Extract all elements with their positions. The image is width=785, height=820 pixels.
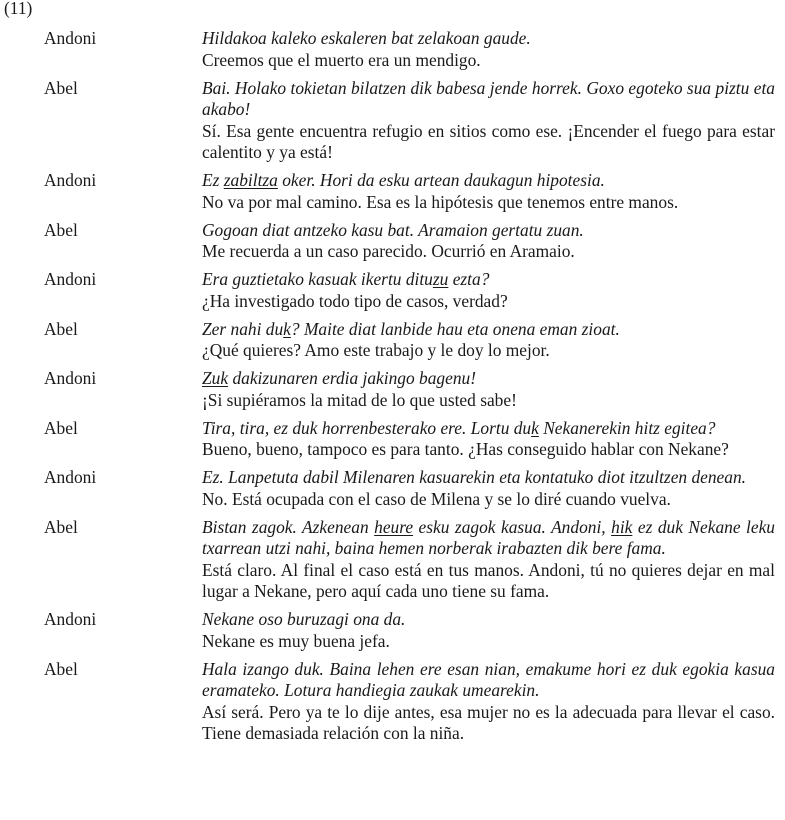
turn-text [202,78,775,164]
spanish-translation: Me recuerda a un caso parecido. Ocurrió en Aramaio. [202,241,575,261]
underlined-segment: hik [611,516,633,537]
dialogue-turn [0,609,785,652]
spanish-translation: Sí. Esa gente encuentra refugio en sitios como ese. ¡Encender el fuego para estar calentito y ya está! [202,120,775,162]
spanish-translation: No va por mal camino. Esa es la hipótesis que tenemos entre manos. [202,191,679,212]
dialogue-transcript [0,28,785,751]
turn-text [202,418,775,461]
text-segment: Tira, tira, ez duk horrenbesterako ere. Lortu du [202,417,532,438]
dialogue-turn [0,220,785,263]
speaker-name: Andoni [44,368,97,388]
dialogue-turn [0,659,785,745]
underlined-segment: zabiltza [223,170,278,190]
speaker-name: Andoni [44,609,97,629]
dialogue-turn [0,319,785,362]
turn-text [202,659,775,745]
basque-line [202,269,775,291]
spanish-translation: ¡Si supiéramos la mitad de lo que usted sabe! [202,389,517,410]
text-segment: Ez. Lanpetuta dabil Milenaren kasuarekin eta kontatuko diot itzultzen denean. [202,467,747,487]
text-segment: dakizunaren erdia jakingo bagenu! [228,368,477,388]
basque-line [202,78,775,121]
text-segment: Hildakoa kaleko eskaleren bat zelakoan gaude. [202,28,531,48]
basque-line [202,368,775,390]
text-segment: Nekane oso buruzagi ona da. [202,609,406,629]
speaker-name: Abel [44,318,78,339]
dialogue-turn [0,517,785,603]
text-segment: Era guztietako kasuak ikertu ditu [202,269,433,289]
text-segment: Nekanerekin hitz egitea? [538,417,716,438]
text-segment: Ez [202,170,224,190]
dialogue-turn [0,170,785,213]
turn-text [202,368,775,411]
spanish-translation: ¿Qué quieres? Amo este trabajo y le doy lo mejor. [202,340,550,360]
basque-line [202,28,775,50]
spanish-translation: Bueno, bueno, tampoco es para tanto. ¿Has conseguido hablar con Nekane? [202,439,729,459]
spanish-translation: Así será. Pero ya te lo dije antes, esa mujer no es la adecuada para llevar el caso. Tiene demasiada relación con la niña. [202,701,775,743]
example-number: (11) [4,0,33,18]
speaker-name: Abel [44,219,78,240]
spanish-translation: No. Está ocupada con el caso de Milena y se lo diré cuando vuelva. [202,488,671,509]
text-segment: ezta? [448,269,490,289]
turn-text [202,517,775,603]
basque-line [202,609,775,631]
turn-text [202,609,775,652]
spanish-translation: ¿Ha investigado todo tipo de casos, verdad? [202,290,508,311]
text-segment: Bai. Holako tokietan bilatzen dik babesa jende horrek. Goxo egoteko sua piztu eta akabo! [202,77,775,119]
text-segment: Gogoan diat antzeko kasu bat. Aramaion gertatu zuan. [202,219,584,240]
turn-text [202,467,775,510]
speaker-name: Abel [44,658,78,679]
underlined-segment: k [283,318,291,339]
turn-text [202,269,775,312]
text-segment: esku zagok kasua. Andoni, [413,516,612,537]
dialogue-turn [0,368,785,411]
speaker-name: Andoni [44,269,97,289]
speaker-name: Abel [44,417,78,438]
underlined-segment: zu [432,269,449,289]
dialogue-turn [0,467,785,510]
underlined-segment: Zuk [202,368,229,388]
turn-text [202,28,775,71]
basque-line [202,659,775,702]
basque-line [202,418,775,440]
turn-text [202,220,775,263]
text-segment: Bistan zagok. Azkenean [202,516,375,537]
basque-line [202,517,775,560]
spanish-translation: Nekane es muy buena jefa. [202,630,390,651]
basque-line [202,170,775,192]
basque-line [202,467,775,489]
underlined-segment: heure [374,516,414,537]
text-segment: Hala izango duk. Baina lehen ere esan nian, emakume hori ez duk egokia kasua eramateko. Lotura handiegia zaukak umearekin. [202,658,775,700]
dialogue-turn [0,78,785,164]
turn-text [202,170,775,213]
text-segment: ez duk Nekane leku txarrean utzi nahi, baina hemen norberak irabazten dik bere fama. [202,516,775,558]
dialogue-turn [0,28,785,71]
text-segment: Zer nahi du [202,318,284,339]
speaker-name: Andoni [44,28,97,48]
basque-line [202,220,775,242]
spanish-translation: Creemos que el muerto era un mendigo. [202,49,481,70]
speaker-name: Andoni [44,170,97,190]
text-segment: ? Maite diat lanbide hau eta onena eman zioat. [290,318,620,339]
dialogue-turn [0,269,785,312]
text-segment: oker. Hori da esku artean daukagun hipotesia. [277,170,605,190]
speaker-name: Abel [44,516,78,537]
speaker-name: Andoni [44,467,97,487]
basque-line [202,319,775,341]
speaker-name: Abel [44,77,78,98]
dialogue-turn [0,418,785,461]
underlined-segment: k [531,417,539,438]
spanish-translation: Está claro. Al final el caso está en tus manos. Andoni, tú no quieres dejar en mal lugar a Nekane, pero aquí cada uno tiene su fama. [202,559,775,601]
turn-text [202,319,775,362]
